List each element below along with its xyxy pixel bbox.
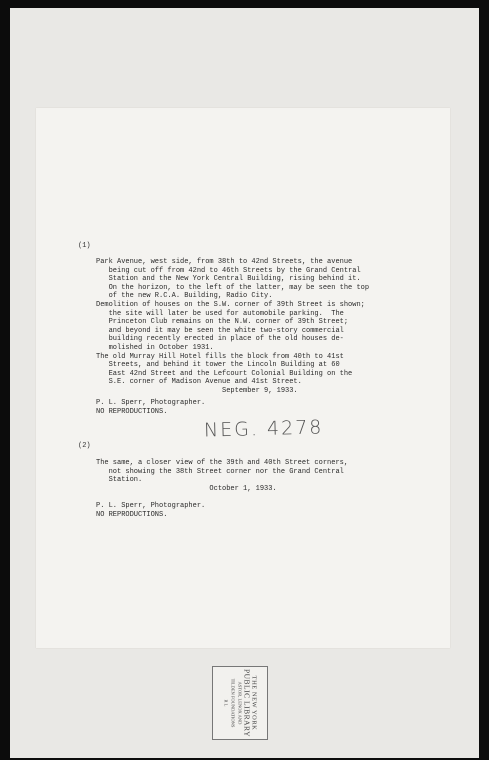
entry-2-number: (2) [78,442,91,450]
entry-1-description: Park Avenue, west side, from 38th to 42nd Streets, the avenue being cut off from 42nd to 46th Streets by the Grand Central Station and the New York Central Building, rising behind it. On the horizon, to the left of the latter, may be seen the top of the new R.C.A. Building, Radio City. Demolition of houses on the S.W. corner of 39th Street is shown; the site will later be used for automobile parking. The Princeton Club remains on the N.W. corner of 39th Street; and beyond it may be seen the white two-story commercial building recently erected in place of the old houses de- molished in October 1931. The old Murray Hill Hotel fills the block from 40th to 41st Streets, and behind it tower the Lincoln Building at 60 East 42nd Street and the Lefcourt Colonial Building on the S.E. corner of Madison Avenue and 41st Street. September 9, 1933. [96,258,370,395]
entry-2-credit: P. L. Sperr, Photographer. NO REPRODUCTIONS. [96,502,206,519]
stamp-line-1: THE NEW YORK [250,675,258,731]
entry-1-number: (1) [78,242,91,250]
entry-2-description: The same, a closer view of the 39th and 40th Street corners, not showing the 38th Street corner nor the Grand Central Station. October 1, 1933. [96,459,349,493]
entry-1-credit: P. L. Sperr, Photographer. NO REPRODUCTIONS. [96,399,206,416]
library-stamp-text [223,669,258,737]
stamp-line-5: R L [223,699,229,707]
stamp-line-4: TILDEN FOUNDATIONS [230,678,236,728]
negative-number-handwritten: NEG. 4278 [203,416,324,442]
stamp-line-3: ASTOR, LENOX AND [237,681,243,725]
stamp-line-2: PUBLIC LIBRARY [242,668,252,738]
library-stamp [212,666,268,740]
